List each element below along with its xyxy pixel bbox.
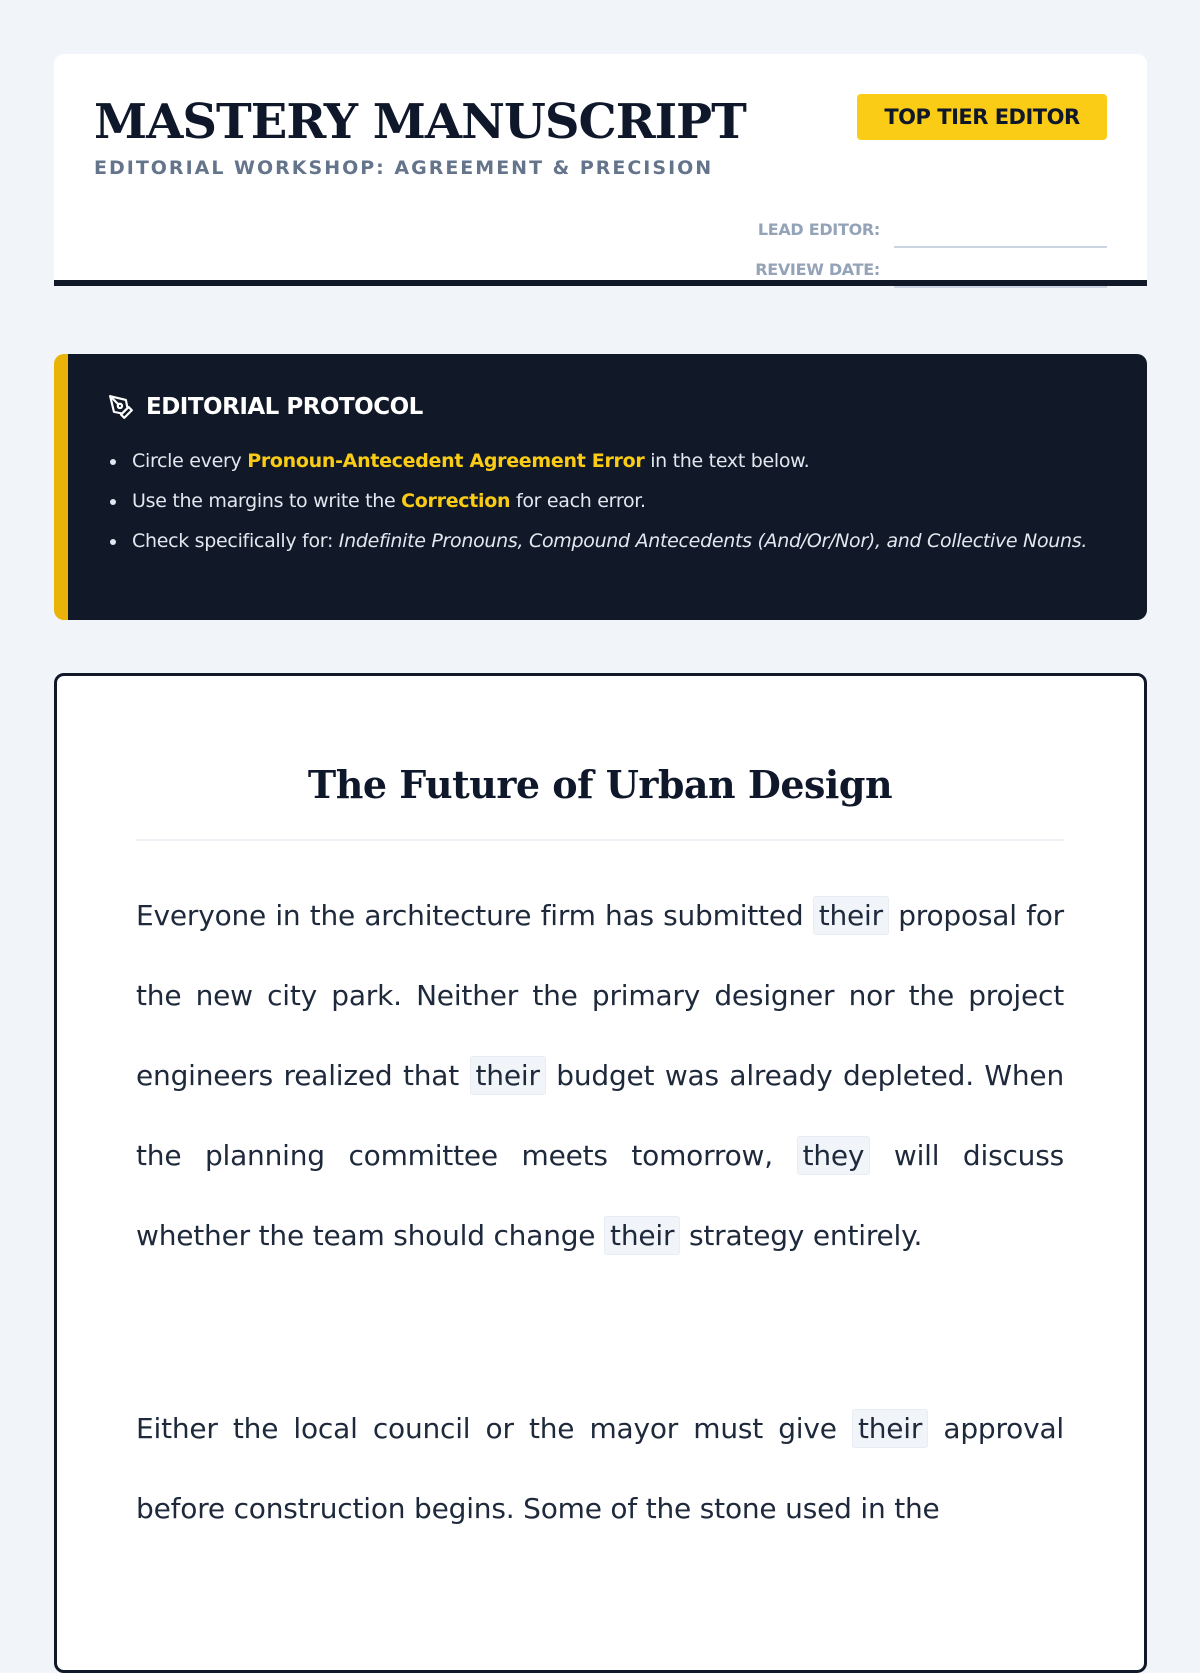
manuscript-paragraph-2: Either the local council or the mayor must give their approval before construction begins. Some of the stone used in the (136, 1389, 1064, 1549)
protocol-title: EDITORIAL PROTOCOL (146, 394, 423, 420)
lead-editor-row (758, 222, 1107, 238)
review-date-field[interactable] (894, 264, 1107, 288)
protocol-item: Check specifically for: Indefinite Pronouns, Compound Antecedents (And/Or/Nor), and Collective Nouns. (132, 528, 1132, 554)
document-title: MASTERY MANUSCRIPT (94, 94, 746, 150)
pronoun-token[interactable]: they (797, 1136, 871, 1175)
pen-nib-icon (108, 394, 134, 420)
pronoun-token[interactable]: their (813, 896, 889, 935)
protocol-item: Circle every Pronoun-Antecedent Agreement Error in the text below. (132, 448, 1132, 474)
protocol-highlight: Correction (401, 490, 511, 512)
document-subtitle: EDITORIAL WORKSHOP: AGREEMENT & PRECISION (94, 157, 714, 179)
lead-editor-field[interactable] (894, 224, 1107, 248)
manuscript-title: The Future of Urban Design (307, 762, 893, 807)
protocol-item: Use the margins to write the Correction for each error. (132, 488, 1132, 514)
review-date-row (755, 262, 1107, 278)
title-divider (136, 839, 1064, 841)
review-date-label: REVIEW DATE: (755, 260, 880, 279)
protocol-list (108, 448, 1132, 568)
manuscript-card (54, 673, 1147, 1673)
manuscript-paragraph-1: Everyone in the architecture firm has submitted their proposal for the new city park. Neither the primary designer nor the project engineers realized that their budget was already depleted. When the planning committee meets tomorrow, they will discuss whether the team should change their strategy entirely. (136, 876, 1064, 1276)
pronoun-token[interactable]: their (852, 1409, 928, 1448)
header-card (54, 54, 1147, 286)
tier-badge: TOP TIER EDITOR (857, 94, 1107, 140)
pronoun-token[interactable]: their (470, 1056, 546, 1095)
editorial-protocol-box (54, 354, 1147, 620)
pronoun-token[interactable]: their (604, 1216, 680, 1255)
protocol-header (108, 394, 423, 420)
protocol-italic-note: Indefinite Pronouns, Compound Antecedents (And/Or/Nor), and Collective Nouns. (338, 530, 1088, 552)
protocol-highlight: Pronoun-Antecedent Agreement Error (247, 450, 645, 472)
lead-editor-label: LEAD EDITOR: (757, 220, 880, 239)
